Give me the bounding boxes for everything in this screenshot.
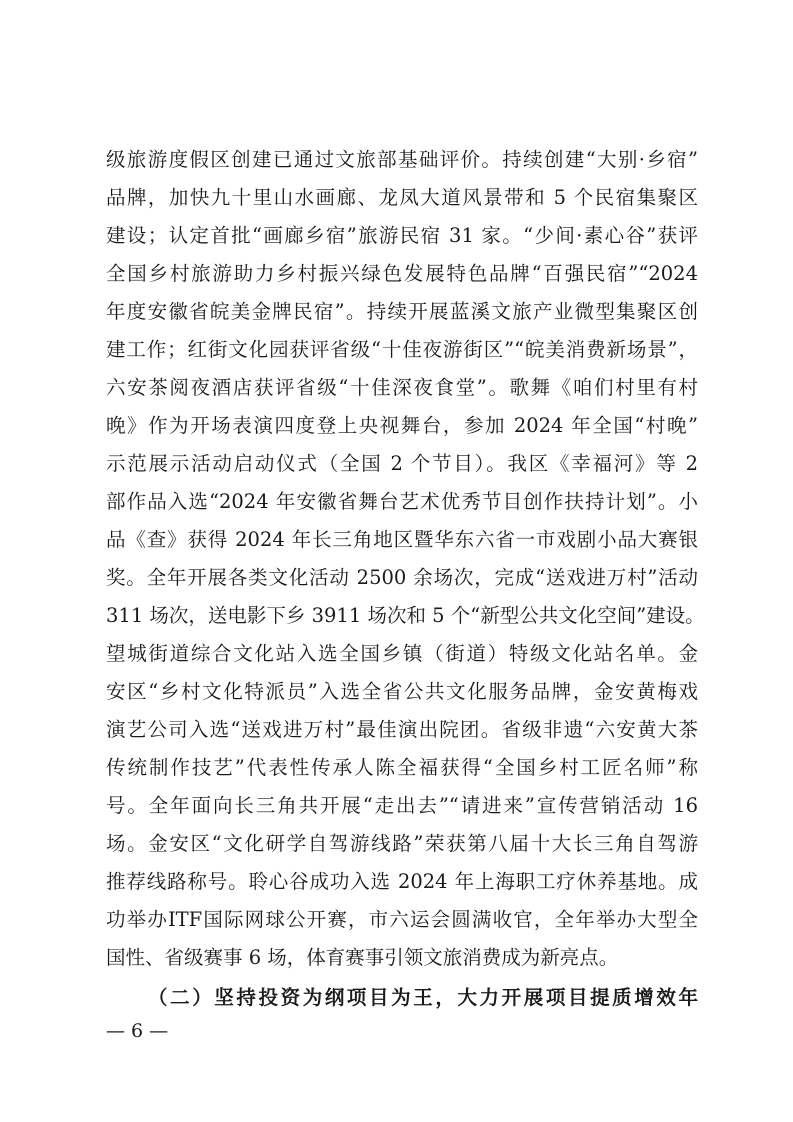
paragraph-line: 311 场次，送电影下乡 3911 场次和 5 个“新型公共文化空间”建设。 [106, 604, 705, 627]
paragraph-line: 功举办ITF国际网球公开赛，市六运会圆满收官，全年举办大型全 [106, 908, 698, 931]
paragraph-line: 建设；认定首批“画廊乡宿”旅游民宿 31 家。“少间·素心谷”获评 [106, 224, 698, 247]
paragraph-line: 部作品入选“2024 年安徽省舞台艺术优秀节目创作扶持计划”。小 [106, 490, 698, 513]
paragraph-line: 奖。全年开展各类文化活动 2500 余场次，完成“送戏进万村”活动 [106, 566, 698, 589]
paragraph-line: 品《查》获得 2024 年长三角地区暨华东六省一市戏剧小品大赛银 [106, 528, 698, 551]
paragraph-line: 品牌，加快九十里山水画廊、龙凤大道风景带和 5 个民宿集聚区 [106, 186, 698, 209]
paragraph-line: 推荐线路称号。聆心谷成功入选 2024 年上海职工疗休养基地。成 [106, 870, 698, 893]
paragraph-line: 年度安徽省皖美金牌民宿”。持续开展蓝溪文旅产业微型集聚区创 [106, 300, 698, 323]
paragraph-line: 安区“乡村文化特派员”入选全省公共文化服务品牌，金安黄梅戏 [106, 680, 698, 703]
section-heading: （二）坚持投资为纲项目为王，大力开展项目提质增效年 [148, 986, 698, 1009]
paragraph-line: 级旅游度假区创建已通过文旅部基础评价。持续创建“大别·乡宿” [106, 148, 698, 171]
paragraph-line: 示范展示活动启动仪式（全国 2 个节目）。我区《幸福河》等 2 [106, 452, 698, 475]
paragraph-line: 建工作；红街文化园获评省级“十佳夜游街区”“皖美消费新场景”， [106, 338, 698, 361]
paragraph-line: 演艺公司入选“送戏进万村”最佳演出院团。省级非遗“六安黄大茶 [106, 718, 698, 741]
paragraph-line: 望城街道综合文化站入选全国乡镇（街道）特级文化站名单。金 [106, 642, 698, 665]
paragraph-line: 场。金安区“文化研学自驾游线路”荣获第八届十大长三角自驾游 [106, 832, 698, 855]
paragraph-line: 晚》作为开场表演四度登上央视舞台，参加 2024 年全国“村晚” [106, 414, 698, 437]
paragraph-line: 国性、省级赛事 6 场，体育赛事引领文旅消费成为新亮点。 [106, 946, 619, 969]
paragraph-line: 全国乡村旅游助力乡村振兴绿色发展特色品牌“百强民宿”“2024 [106, 262, 698, 285]
paragraph-line: 号。全年面向长三角共开展“走出去”“请进来”宣传营销活动 16 [106, 794, 698, 817]
page-number: — 6 — [106, 1020, 169, 1042]
paragraph-line: 六安茶阅夜酒店获评省级“十佳深夜食堂”。歌舞《咱们村里有村 [106, 376, 698, 399]
paragraph-line: 传统制作技艺”代表性传承人陈全福获得“全国乡村工匠名师”称 [106, 756, 698, 779]
